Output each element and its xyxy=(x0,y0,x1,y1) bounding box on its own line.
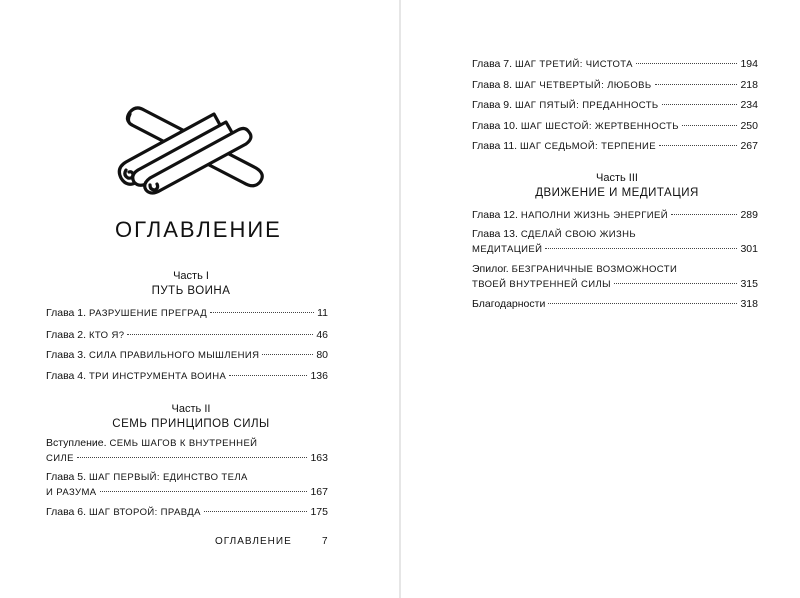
leader-dots xyxy=(204,511,308,512)
entry-page: 136 xyxy=(310,370,328,382)
entry-prefix: Глава 10. xyxy=(472,120,518,132)
leader-dots xyxy=(548,303,737,304)
crossed-sticks-icon xyxy=(106,100,276,195)
part-number: Часть II xyxy=(171,403,211,415)
entry-prefix: Глава 4. xyxy=(46,370,87,382)
entry-page: 250 xyxy=(740,120,758,132)
entry-prefix: Вступление. xyxy=(46,437,107,449)
toc-entry-first-line xyxy=(472,227,636,242)
left-page xyxy=(0,0,399,598)
toc-entry[interactable] xyxy=(46,306,328,321)
entry-prefix: Глава 11. xyxy=(472,140,518,152)
entry-page: 11 xyxy=(317,307,328,319)
toc-entry[interactable] xyxy=(472,78,758,93)
entry-title: ТВОЕЙ ВНУТРЕННЕЙ СИЛЫ xyxy=(472,279,611,290)
entry-prefix: Глава 9. xyxy=(472,99,513,111)
part-name: ПУТЬ ВОИНА xyxy=(151,285,231,297)
entry-title: И РАЗУМА xyxy=(46,487,97,498)
entry-title: СИЛЕ xyxy=(46,453,74,464)
page-title: ОГЛАВЛЕНИЕ xyxy=(115,217,282,242)
entry-title: ТРИ ИНСТРУМЕНТА ВОИНА xyxy=(88,371,227,382)
toc-entry[interactable] xyxy=(472,119,758,134)
entry-page: 301 xyxy=(740,243,758,255)
toc-entry[interactable] xyxy=(46,485,328,500)
entry-prefix: Глава 2. xyxy=(46,329,87,341)
entry-page: 315 xyxy=(740,278,758,290)
entry-title: ШАГ ПЯТЫЙ: ПРЕДАННОСТЬ xyxy=(514,100,659,111)
entry-page: 267 xyxy=(740,140,758,152)
entry-title: Благодарности xyxy=(472,298,546,310)
toc-entry-first-line xyxy=(46,470,248,485)
toc-entry[interactable] xyxy=(46,505,328,520)
entry-prefix: Глава 3. xyxy=(46,349,87,361)
part-number: Часть I xyxy=(173,270,209,282)
entry-prefix: Глава 13. xyxy=(472,228,518,240)
toc-entry[interactable] xyxy=(46,369,328,384)
leader-dots xyxy=(229,375,307,376)
leader-dots xyxy=(614,283,737,284)
part-name: ДВИЖЕНИЕ И МЕДИТАЦИЯ xyxy=(535,187,699,199)
entry-page: 218 xyxy=(740,79,758,91)
part-number: Часть III xyxy=(596,172,638,184)
entry-page: 194 xyxy=(740,58,758,70)
leader-dots xyxy=(682,125,738,126)
entry-prefix: Эпилог. xyxy=(472,263,509,275)
right-page xyxy=(401,0,800,598)
entry-page: 289 xyxy=(740,209,758,221)
entry-prefix: Глава 1. xyxy=(46,307,87,319)
leader-dots xyxy=(210,312,314,313)
entry-page: 234 xyxy=(740,99,758,111)
part-heading xyxy=(46,270,336,297)
running-footer-label: ОГЛАВЛЕНИЕ xyxy=(215,536,292,547)
part-heading xyxy=(46,403,336,430)
leader-dots xyxy=(655,84,738,85)
entry-title: КТО Я? xyxy=(88,330,125,341)
toc-entry[interactable] xyxy=(472,139,758,154)
toc-entry[interactable] xyxy=(472,277,758,292)
toc-entry[interactable] xyxy=(46,348,328,363)
leader-dots xyxy=(659,145,737,146)
entry-title: ШАГ ВТОРОЙ: ПРАВДА xyxy=(88,507,201,518)
part-name: СЕМЬ ПРИНЦИПОВ СИЛЫ xyxy=(112,418,270,430)
entry-prefix: Глава 12. xyxy=(472,209,518,221)
toc-entry[interactable] xyxy=(472,57,758,72)
toc-entry-first-line xyxy=(46,436,257,451)
entry-title: РАЗРУШЕНИЕ ПРЕГРАД xyxy=(88,308,208,319)
leader-dots xyxy=(127,334,313,335)
entry-title-line1: СДЕЛАЙ СВОЮ ЖИЗНЬ xyxy=(520,229,637,240)
toc-entry[interactable] xyxy=(472,208,758,223)
entry-title-line1: ШАГ ПЕРВЫЙ: ЕДИНСТВО ТЕЛА xyxy=(88,472,248,483)
page-number: 7 xyxy=(322,536,329,547)
entry-page: 318 xyxy=(740,298,758,310)
entry-title-line1: СЕМЬ ШАГОВ К ВНУТРЕННЕЙ xyxy=(109,438,258,449)
entry-prefix: Глава 6. xyxy=(46,506,87,518)
entry-title: ШАГ ТРЕТИЙ: ЧИСТОТА xyxy=(514,59,633,70)
leader-dots xyxy=(100,491,308,492)
entry-page: 46 xyxy=(316,329,328,341)
entry-page: 175 xyxy=(310,506,328,518)
toc-entry[interactable] xyxy=(472,242,758,257)
leader-dots xyxy=(262,354,313,355)
entry-prefix: Глава 8. xyxy=(472,79,513,91)
entry-prefix: Глава 7. xyxy=(472,58,513,70)
leader-dots xyxy=(662,104,738,105)
toc-entry[interactable] xyxy=(46,328,328,343)
entry-title: НАПОЛНИ ЖИЗНЬ ЭНЕРГИЕЙ xyxy=(520,210,668,221)
entry-page: 80 xyxy=(316,349,328,361)
entry-prefix: Глава 5. xyxy=(46,471,87,483)
entry-title: МЕДИТАЦИЕЙ xyxy=(472,244,543,255)
toc-entry[interactable] xyxy=(472,297,758,312)
entry-page: 167 xyxy=(310,486,328,498)
leader-dots xyxy=(636,63,738,64)
part-heading xyxy=(472,172,762,199)
entry-title-line1: БЕЗГРАНИЧНЫЕ ВОЗМОЖНОСТИ xyxy=(511,264,678,275)
leader-dots xyxy=(545,248,737,249)
toc-entry-first-line xyxy=(472,262,677,277)
leader-dots xyxy=(77,457,308,458)
entry-title: СИЛА ПРАВИЛЬНОГО МЫШЛЕНИЯ xyxy=(88,350,260,361)
toc-entry[interactable] xyxy=(472,98,758,113)
entry-title: ШАГ СЕДЬМОЙ: ТЕРПЕНИЕ xyxy=(520,141,656,152)
entry-title: ШАГ ЧЕТВЕРТЫЙ: ЛЮБОВЬ xyxy=(514,80,652,91)
leader-dots xyxy=(671,214,738,215)
entry-title: ШАГ ШЕСТОЙ: ЖЕРТВЕННОСТЬ xyxy=(520,121,679,132)
entry-page: 163 xyxy=(310,452,328,464)
toc-entry[interactable] xyxy=(46,451,328,466)
